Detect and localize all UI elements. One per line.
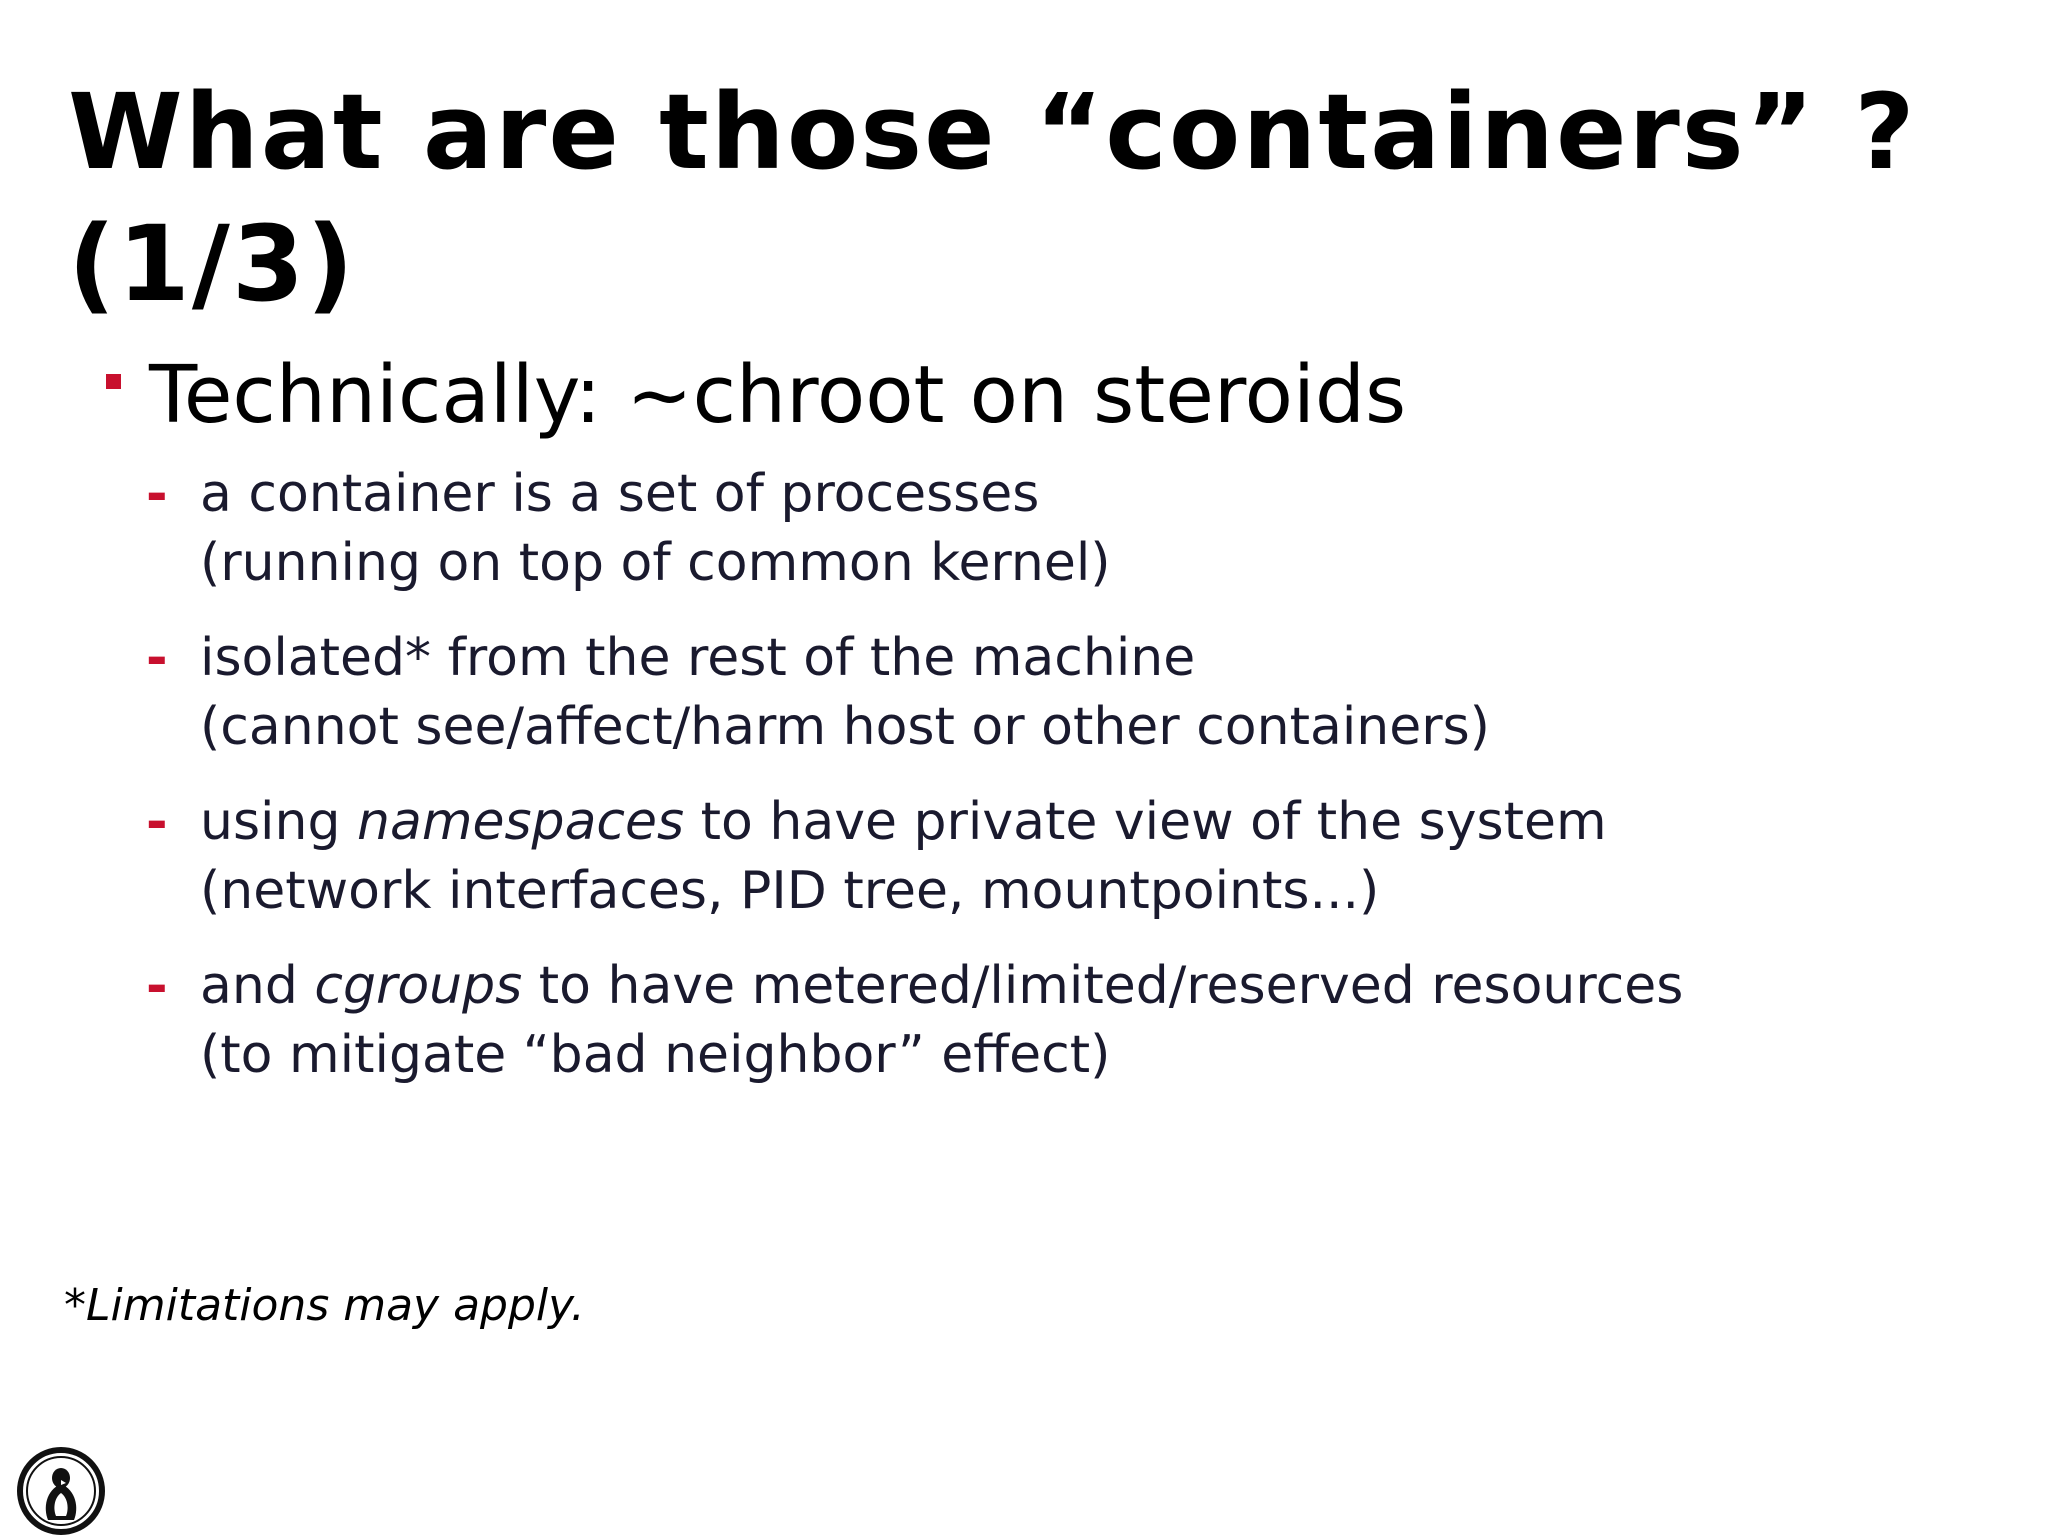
sub-bullet-line-1 bbox=[200, 788, 1607, 857]
dash-bullet-icon: - bbox=[146, 956, 168, 1016]
sub-bullet-item bbox=[100, 788, 2000, 926]
sub-bullet-text-part: using bbox=[200, 792, 357, 852]
main-bullet bbox=[100, 346, 2000, 444]
sub-bullet-line-2: (running on top of common kernel) bbox=[200, 533, 1111, 593]
sub-bullet-line-1 bbox=[200, 624, 1490, 693]
sub-bullet-text-part: a container is a set of processes bbox=[200, 464, 1040, 524]
sub-bullet-list bbox=[100, 460, 2000, 1090]
sub-bullet-text bbox=[200, 952, 1683, 1090]
dash-bullet-icon: - bbox=[146, 792, 168, 852]
sub-bullet-line-2: (to mitigate “bad neighbor” effect) bbox=[200, 1025, 1111, 1085]
sub-bullet-item bbox=[100, 952, 2000, 1090]
footnote: *Limitations may apply. bbox=[64, 1280, 585, 1331]
sub-bullet-text-part: to have metered/limited/reserved resources bbox=[522, 956, 1684, 1016]
slide-title-line-1: What are those “containers” ? bbox=[68, 71, 1917, 193]
sub-bullet-text-part: and bbox=[200, 956, 315, 1016]
sub-bullet-text-part: to have private view of the system bbox=[684, 792, 1607, 852]
sub-bullet-text bbox=[200, 788, 1607, 926]
sub-bullet-item bbox=[100, 624, 2000, 762]
dash-bullet-icon: - bbox=[146, 628, 168, 688]
sub-bullet-line-1 bbox=[200, 952, 1683, 1021]
sub-bullet-text bbox=[200, 624, 1490, 762]
penguin-logo-icon bbox=[16, 1446, 106, 1536]
penguin-logo-svg bbox=[16, 1446, 106, 1536]
sub-bullet-text-part: isolated* from the rest of the machine bbox=[200, 628, 1196, 688]
sub-bullet-item bbox=[100, 460, 2000, 598]
square-bullet-icon bbox=[106, 374, 121, 389]
dash-bullet-icon: - bbox=[146, 464, 168, 524]
sub-bullet-emphasis: namespaces bbox=[357, 792, 685, 852]
slide-title bbox=[68, 66, 1968, 330]
slide-title-line-2: (1/3) bbox=[68, 203, 356, 325]
bullet-list bbox=[100, 346, 2000, 1116]
sub-bullet-line-2: (cannot see/affect/harm host or other containers) bbox=[200, 697, 1490, 757]
sub-bullet-emphasis: cgroups bbox=[314, 956, 523, 1016]
sub-bullet-line-2: (network interfaces, PID tree, mountpoints...) bbox=[200, 861, 1380, 921]
sub-bullet-text bbox=[200, 460, 1111, 598]
sub-bullet-line-1 bbox=[200, 460, 1111, 529]
main-bullet-text: Technically: ~chroot on steroids bbox=[149, 349, 1407, 441]
